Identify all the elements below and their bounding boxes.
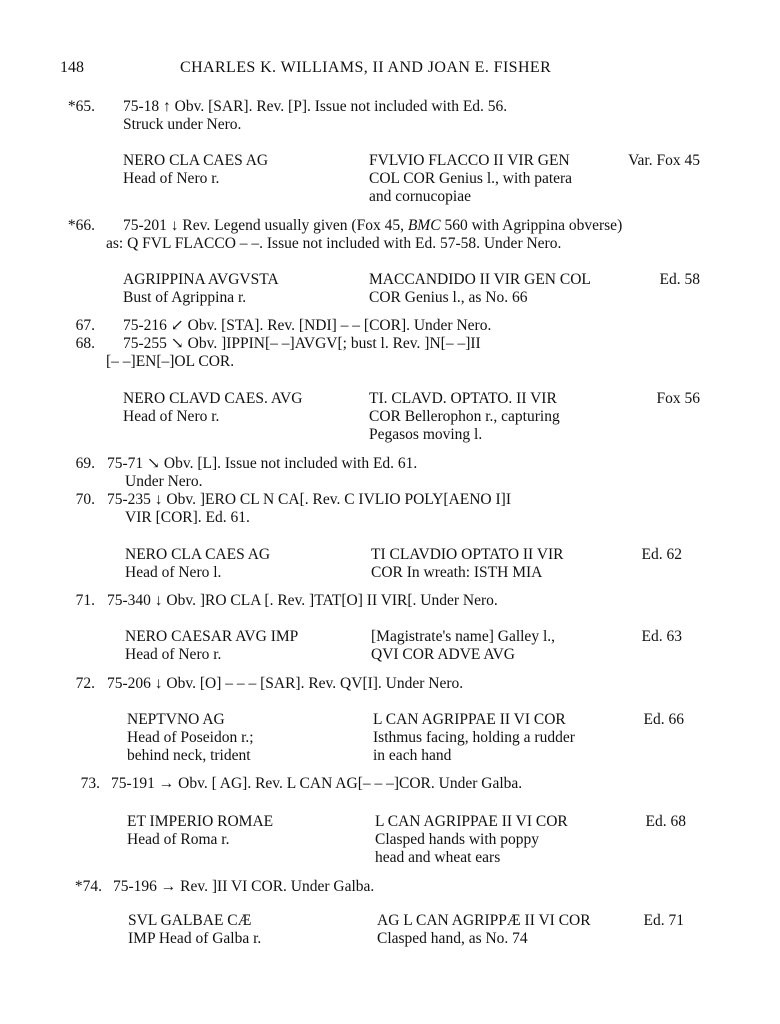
reverse-column — [369, 271, 591, 307]
reverse-legend: TI. CLAVD. OPTATO. II VIR — [369, 390, 557, 407]
reverse-type: Clasped hands with poppy — [375, 831, 540, 848]
entry-number: 68. — [75, 335, 95, 352]
entry-number: *66. — [67, 217, 95, 234]
entry-number: *65. — [67, 98, 95, 115]
reverse-legend: L CAN AGRIPPAE II VI COR — [373, 711, 566, 728]
reference: Var. Fox 45 — [628, 152, 700, 169]
reverse-type: COL COR Genius l., with patera — [369, 170, 573, 187]
obverse-legend: NERO CAESAR AVG IMP — [125, 628, 299, 645]
reverse-column — [373, 711, 575, 765]
reference: Fox 56 — [656, 390, 700, 407]
reference: Ed. 68 — [645, 813, 686, 830]
reverse-column — [369, 152, 572, 206]
entry-description: 75-18 ↑ Obv. [SAR]. Rev. [P]. Issue not included with Ed. 56. — [123, 98, 508, 115]
reverse-legend: AG L CAN AGRIPPÆ II VI COR — [377, 912, 591, 929]
reverse-type-cont: Pegasos moving l. — [369, 426, 483, 443]
obverse-legend: ET IMPERIO ROMAE — [127, 813, 274, 830]
obverse-column — [125, 546, 270, 582]
reverse-column — [369, 390, 560, 444]
reference: Ed. 71 — [643, 912, 684, 929]
reference: Ed. 66 — [643, 711, 684, 728]
reverse-legend: TI CLAVDIO OPTATO II VIR — [371, 546, 564, 563]
entry-description: 75-196 → Rev. ]II VI COR. Under Galba. — [113, 878, 375, 895]
entry-number: 69. — [75, 455, 95, 472]
entry-continuation: VIR [COR]. Ed. 61. — [125, 509, 250, 526]
obverse-column — [127, 813, 273, 849]
entry-number: 73. — [80, 775, 100, 792]
reverse-type: Clasped hand, as No. 74 — [377, 930, 528, 947]
entry-number: 70. — [75, 491, 95, 508]
reverse-type-cont: in each hand — [373, 747, 452, 764]
entry-number: 67. — [75, 317, 95, 334]
obverse-type: Head of Nero r. — [123, 408, 220, 425]
entry-continuation: [– –]EN[–]OL COR. — [106, 353, 235, 370]
entry-description — [123, 217, 723, 235]
obverse-legend: SVL GALBAE CÆ — [128, 912, 252, 929]
obverse-column — [123, 390, 302, 426]
reverse-legend: [Magistrate's name] Galley l., — [371, 628, 555, 645]
obverse-type: Head of Nero r. — [123, 170, 220, 187]
reverse-legend: L CAN AGRIPPAE II VI COR — [375, 813, 568, 830]
entry-description: 75-340 ↓ Obv. ]RO CLA [. Rev. ]TAT[O] II VIR[. Under Nero. — [107, 592, 498, 609]
reference: Ed. 63 — [641, 628, 682, 645]
reverse-type: COR In wreath: ISTH MIA — [371, 564, 543, 581]
reference: Ed. 62 — [641, 546, 682, 563]
obverse-column — [128, 912, 261, 948]
obverse-column — [125, 628, 298, 664]
obverse-column — [123, 152, 268, 188]
obverse-column — [123, 271, 279, 307]
obverse-type-cont: behind neck, trident — [127, 747, 251, 764]
obverse-legend: NEPTVNO AG — [127, 711, 225, 728]
reverse-type: QVI COR ADVE AVG — [371, 646, 515, 663]
entry-description: 75-206 ↓ Obv. [O] – – – [SAR]. Rev. QV[I]. Under Nero. — [107, 675, 464, 692]
entry-text-part: 75-201 ↓ Rev. Legend usually given (Fox 45, — [123, 217, 408, 234]
entry-text-part: 560 with Agrippina obverse) — [440, 217, 623, 234]
obverse-legend: NERO CLA CAES AG — [125, 546, 271, 563]
obverse-legend: NERO CLA CAES AG — [123, 152, 269, 169]
entry-continuation: as: Q FVL FLACCO – –. Issue not included with Ed. 57-58. Under Nero. — [106, 235, 562, 252]
obverse-type: Head of Roma r. — [127, 831, 230, 848]
entry-description: 75-235 ↓ Obv. ]ERO CL N CA[. Rev. C IVLIO POLY[AENO I]I — [107, 491, 511, 508]
reverse-column — [371, 628, 555, 664]
bmc-abbrev: BMC — [407, 217, 441, 234]
entry-description: 75-191 → Obv. [ AG]. Rev. L CAN AG[– – –]COR. Under Galba. — [111, 775, 523, 792]
entry-number: 72. — [75, 675, 95, 692]
obverse-legend: AGRIPPINA AVGVSTA — [123, 271, 279, 288]
reverse-type: Isthmus facing, holding a rudder — [373, 729, 575, 746]
reverse-column — [377, 912, 591, 948]
obverse-type: IMP Head of Galba r. — [128, 930, 262, 947]
entry-description: 75-255 ↘ Obv. ]IPPIN[– –]AVGV[; bust l. Rev. ]N[– –]II — [123, 335, 481, 352]
reference: Ed. 58 — [659, 271, 700, 288]
entry-number: *74. — [74, 878, 102, 895]
page-number: 148 — [60, 59, 84, 76]
entry-description: 75-216 ↙ Obv. [STA]. Rev. [NDI] – – [COR]. Under Nero. — [123, 317, 492, 334]
obverse-type: Head of Nero r. — [125, 646, 222, 663]
obverse-legend: NERO CLAVD CAES. AVG — [123, 390, 303, 407]
reverse-column — [375, 813, 568, 867]
obverse-type: Bust of Agrippina r. — [123, 289, 247, 306]
running-title: CHARLES K. WILLIAMS, II AND JOAN E. FISHER — [180, 59, 552, 76]
reverse-legend: FVLVIO FLACCO II VIR GEN — [369, 152, 570, 169]
reverse-type: COR Genius l., as No. 66 — [369, 289, 528, 306]
entry-description: 75-71 ↘ Obv. [L]. Issue not included with Ed. 61. — [107, 455, 418, 472]
entry-continuation: Under Nero. — [125, 473, 203, 490]
reverse-type-cont: and cornucopiae — [369, 188, 471, 205]
reverse-column — [371, 546, 564, 582]
entry-number: 71. — [75, 592, 95, 609]
entry-continuation: Struck under Nero. — [123, 116, 242, 133]
obverse-column — [127, 711, 254, 765]
obverse-type: Head of Nero l. — [125, 564, 222, 581]
reverse-type-cont: head and wheat ears — [375, 849, 501, 866]
page-header — [0, 59, 780, 81]
obverse-type: Head of Poseidon r.; — [127, 729, 254, 746]
reverse-legend: MACCANDIDO II VIR GEN COL — [369, 271, 591, 288]
reverse-type: COR Bellerophon r., capturing — [369, 408, 560, 425]
